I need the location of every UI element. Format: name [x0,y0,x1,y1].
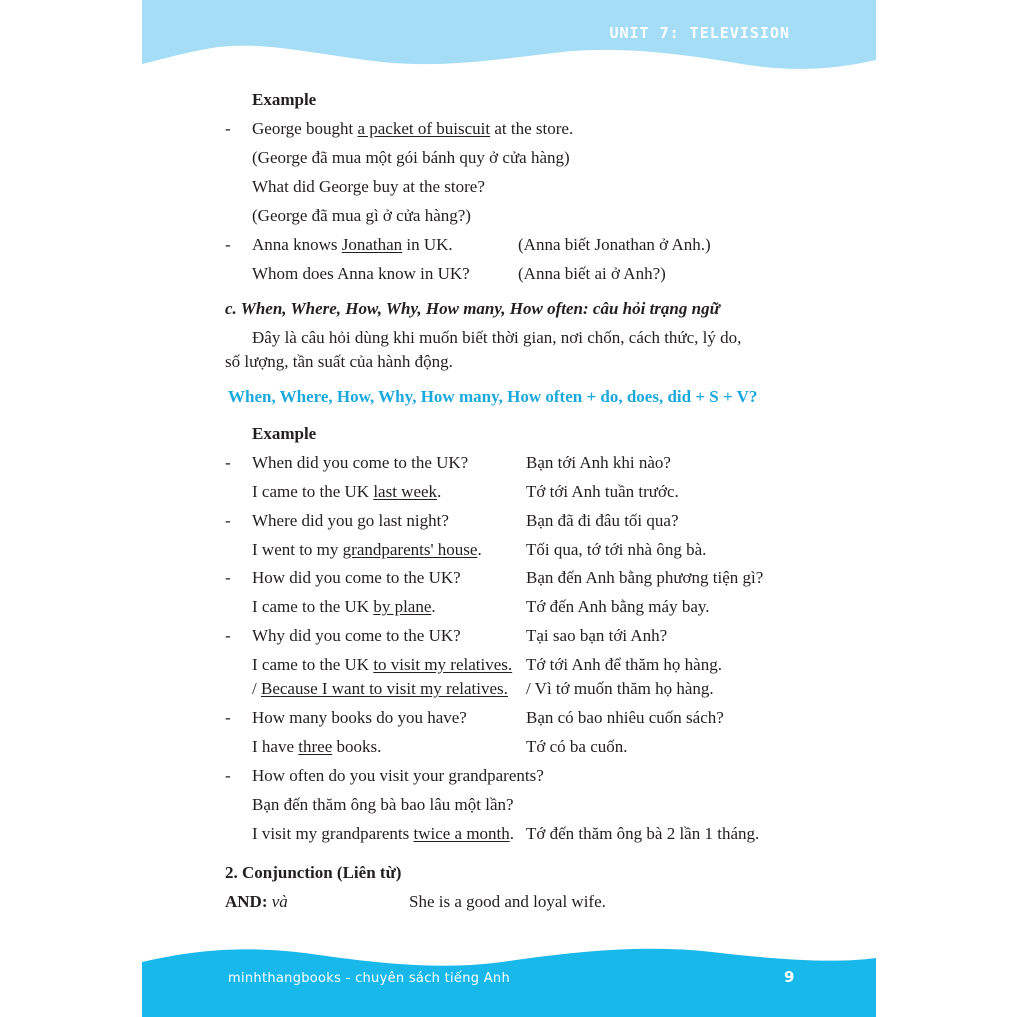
example-translation: (George đã mua gì ở cửa hàng?) [252,206,471,225]
conjunction-example: She is a good and loyal wife. [409,892,606,911]
list-dash: - [225,453,231,472]
example-sentence: Anna knows Jonathan in UK. [252,235,453,254]
section-paragraph: số lượng, tần suất của hành động. [225,352,453,371]
section-paragraph: Đây là câu hỏi dùng khi muốn biết thời gian, nơi chốn, cách thức, lý do, [252,328,742,347]
example-translation: Tớ có ba cuốn. [526,737,628,756]
book-page [142,0,876,1017]
example-translation: Bạn đến Anh bằng phương tiện gì? [526,568,764,587]
section-title: 2. Conjunction (Liên từ) [225,863,402,882]
example-translation: (Anna biết Jonathan ở Anh.) [518,235,711,254]
example-translation: Tớ đến thăm ông bà 2 lần 1 tháng. [526,824,760,843]
example-translation: Bạn đến thăm ông bà bao lâu một lần? [252,795,514,814]
example-translation: (George đã mua một gói bánh quy ở cửa hàng) [252,148,570,167]
list-dash: - [225,119,231,138]
footer-publisher: minhthangbooks - chuyên sách tiếng Anh [228,971,511,986]
example-translation: Tại sao bạn tới Anh? [526,626,668,645]
list-dash: - [225,626,231,645]
example-answer: / Because I want to visit my relatives. [252,679,508,698]
section-title: c. When, Where, How, Why, How many, How often: câu hỏi trạng ngữ [225,299,720,318]
example-translation: Tớ tới Anh để thăm họ hàng. [526,655,722,674]
list-dash: - [225,766,231,785]
example-translation: Bạn có bao nhiêu cuốn sách? [526,708,724,727]
example-sentence: George bought a packet of buiscuit at the store. [252,119,574,138]
example-heading: Example [252,424,317,443]
example-answer: I came to the UK last week. [252,482,442,501]
example-question: Why did you come to the UK? [252,626,461,645]
list-dash: - [225,511,231,530]
example-question: Whom does Anna know in UK? [252,264,470,283]
example-translation: Tớ đến Anh bằng máy bay. [526,597,710,616]
example-question: How did you come to the UK? [252,568,461,587]
example-translation: Bạn tới Anh khi nào? [526,453,671,472]
example-question: How often do you visit your grandparents? [252,766,544,785]
example-translation: (Anna biết ai ở Anh?) [518,264,666,283]
example-answer: I have three books. [252,737,382,756]
example-answer: I came to the UK to visit my relatives. [252,655,513,674]
example-answer: I went to my grandparents' house. [252,540,482,559]
example-question: Where did you go last night? [252,511,449,530]
example-translation: / Vì tớ muốn thăm họ hàng. [526,679,714,698]
example-answer: I visit my grandparents twice a month. [252,824,515,843]
grammar-formula: When, Where, How, Why, How many, How often + do, does, did + S + V? [228,387,758,406]
example-heading: Example [252,90,317,109]
page-number: 9 [784,968,795,986]
example-question: What did George buy at the store? [252,177,485,196]
list-dash: - [225,235,231,254]
conjunction-term: AND: và [225,892,288,911]
example-translation: Bạn đã đi đâu tối qua? [526,511,679,530]
example-translation: Tối qua, tớ tới nhà ông bà. [526,540,707,559]
example-question: How many books do you have? [252,708,467,727]
unit-title: UNIT 7: TELEVISION [609,24,790,42]
example-translation: Tớ tới Anh tuần trước. [526,482,679,501]
example-answer: I came to the UK by plane. [252,597,436,616]
list-dash: - [225,708,231,727]
example-question: When did you come to the UK? [252,453,469,472]
list-dash: - [225,568,231,587]
